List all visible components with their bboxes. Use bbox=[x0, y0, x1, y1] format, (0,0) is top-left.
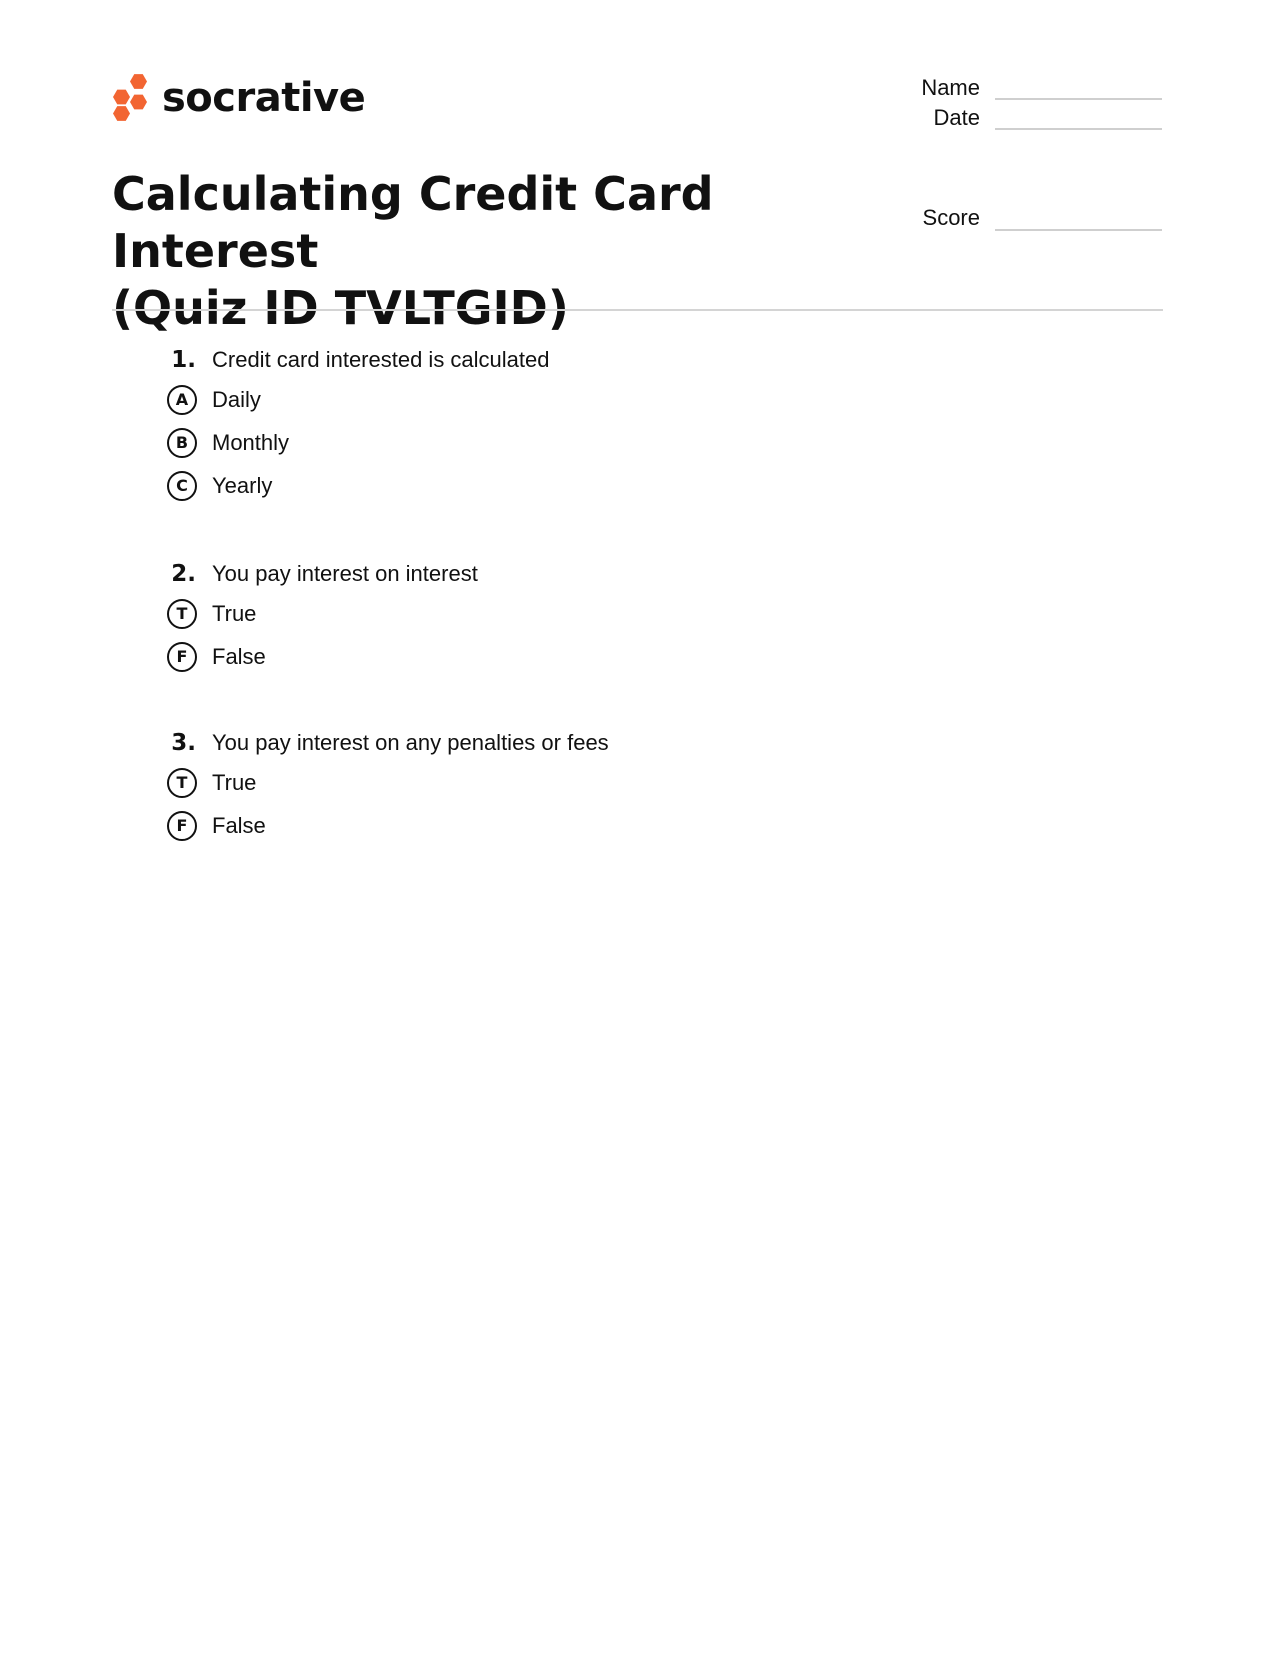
name-line[interactable] bbox=[995, 98, 1162, 100]
score-line[interactable] bbox=[995, 229, 1162, 231]
option-false[interactable] bbox=[0, 637, 1275, 680]
option-text: False bbox=[212, 813, 266, 838]
option-letter-circle[interactable]: F bbox=[167, 811, 197, 841]
socrative-logo bbox=[112, 72, 365, 124]
date-label: Date bbox=[933, 105, 980, 130]
option-text: Yearly bbox=[212, 473, 273, 498]
question-number: 1. bbox=[171, 347, 196, 373]
option-false[interactable] bbox=[0, 806, 1275, 849]
question-text: Credit card interested is calculated bbox=[212, 347, 550, 372]
title-line-2: (Quiz ID TVLTGID) bbox=[112, 281, 569, 335]
question-number: 2. bbox=[171, 561, 196, 587]
option-letter-circle[interactable]: F bbox=[167, 642, 197, 672]
option-b[interactable] bbox=[0, 423, 1275, 466]
name-label: Name bbox=[921, 75, 980, 100]
page-title bbox=[112, 166, 872, 337]
option-true[interactable] bbox=[0, 594, 1275, 637]
option-text: Daily bbox=[212, 387, 261, 412]
header-divider bbox=[112, 309, 1163, 311]
question-text: You pay interest on any penalties or fees bbox=[212, 730, 609, 755]
option-letter-circle[interactable]: B bbox=[167, 428, 197, 458]
option-text: Monthly bbox=[212, 430, 290, 455]
score-label: Score bbox=[922, 205, 980, 230]
logo-wordmark: socrative bbox=[162, 75, 366, 121]
title-line-1: Calculating Credit Card Interest bbox=[112, 167, 714, 278]
option-text: True bbox=[212, 770, 257, 795]
option-c[interactable] bbox=[0, 466, 1275, 509]
option-letter-circle[interactable]: A bbox=[167, 385, 197, 415]
option-text: True bbox=[212, 601, 257, 626]
question-text: You pay interest on interest bbox=[212, 561, 478, 586]
question-2 bbox=[0, 554, 1275, 680]
date-line[interactable] bbox=[995, 128, 1162, 130]
option-letter-circle[interactable]: T bbox=[167, 599, 197, 629]
question-number: 3. bbox=[171, 730, 196, 756]
option-letter-circle[interactable]: C bbox=[167, 471, 197, 501]
question-3 bbox=[0, 723, 1275, 849]
question-1 bbox=[0, 340, 1275, 509]
option-true[interactable] bbox=[0, 763, 1275, 806]
hexagon-cluster-icon bbox=[112, 73, 148, 123]
option-text: False bbox=[212, 644, 266, 669]
option-letter-circle[interactable]: T bbox=[167, 768, 197, 798]
option-a[interactable] bbox=[0, 380, 1275, 423]
